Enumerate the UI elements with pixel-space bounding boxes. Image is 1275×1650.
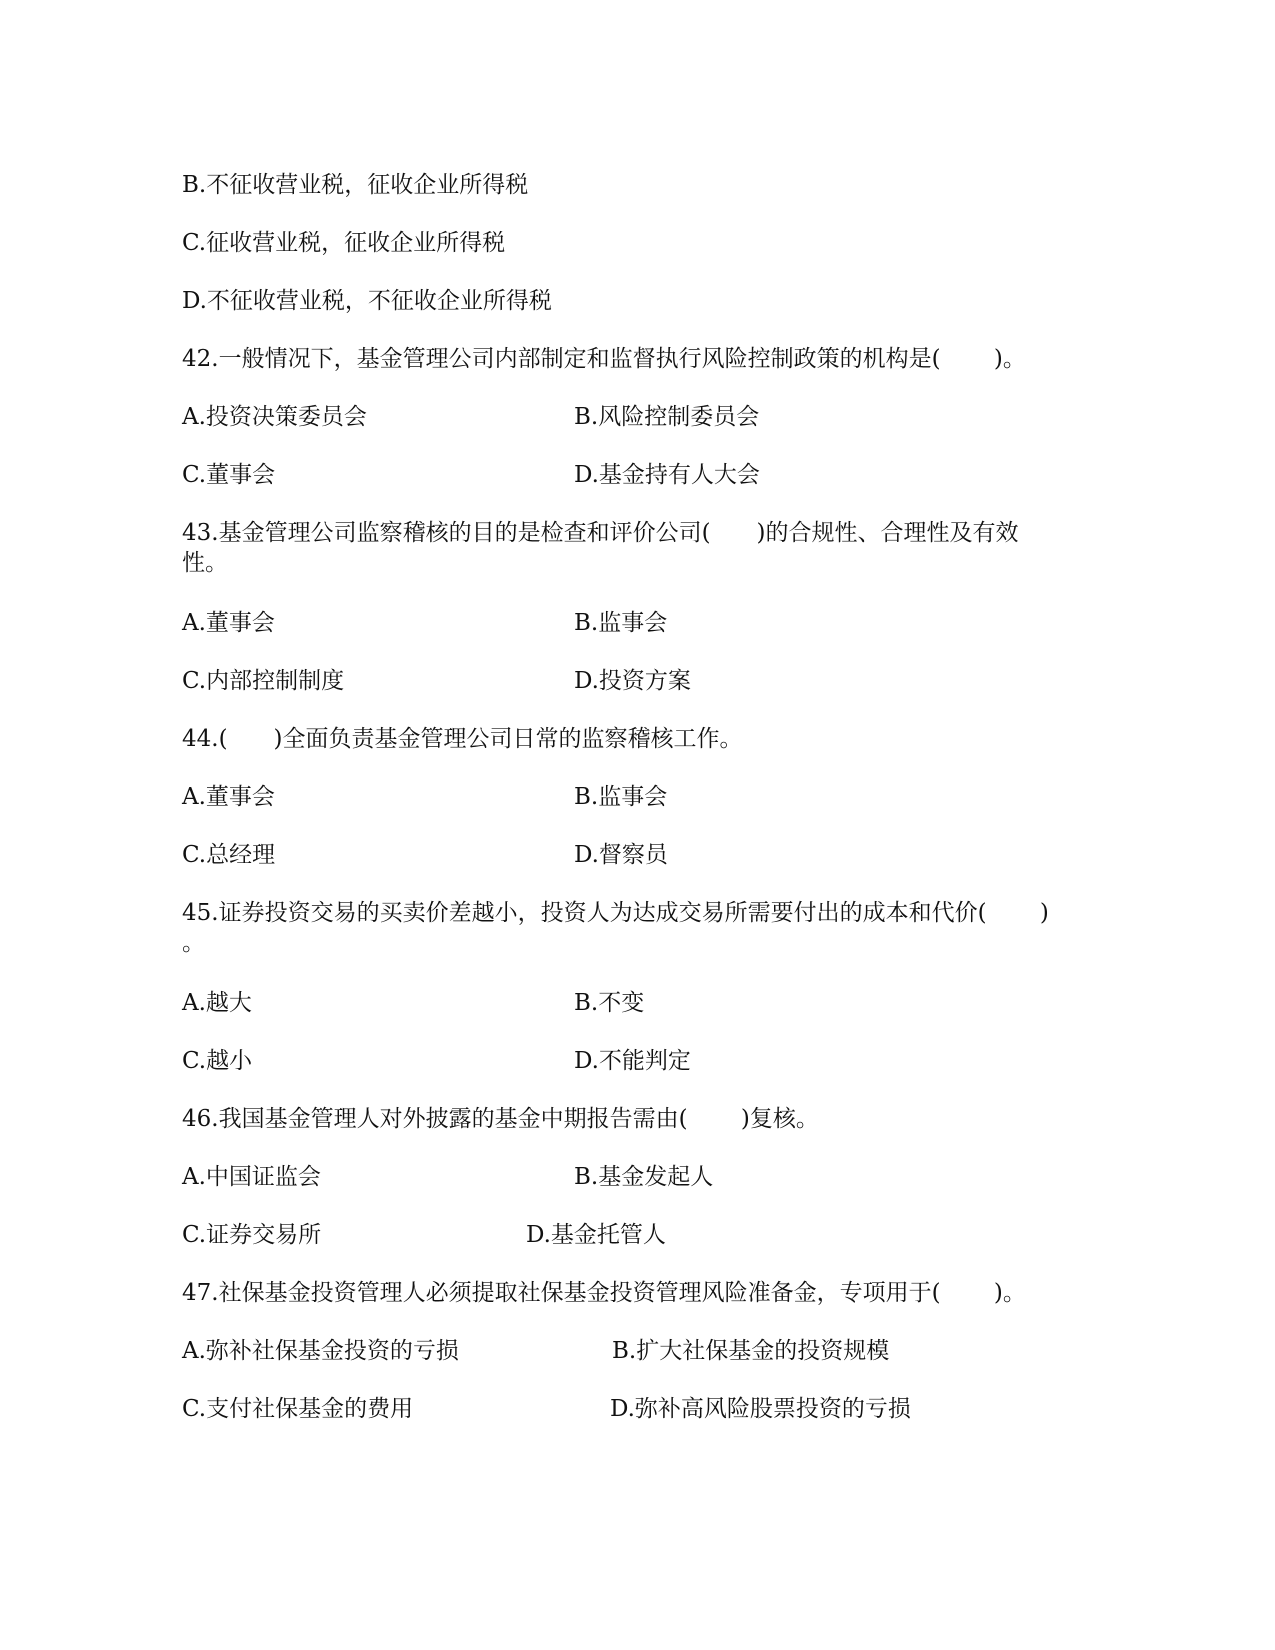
option-47-d: D.弥补高风险股票投资的亏损 <box>610 1396 911 1422</box>
option-44-a: A.董事会 <box>182 784 275 810</box>
option-45-d: D.不能判定 <box>574 1048 691 1074</box>
option-43-d: D.投资方案 <box>574 668 691 694</box>
option-45-b: B.不变 <box>574 990 645 1016</box>
option-42-c: C.董事会 <box>182 462 276 488</box>
option-42-a: A.投资决策委员会 <box>182 404 367 430</box>
option-42-d: D.基金持有人大会 <box>574 462 760 488</box>
option-41-b: B.不征收营业税，征收企业所得税 <box>182 172 529 198</box>
option-47-c: C.支付社保基金的费用 <box>182 1396 414 1422</box>
option-44-b: B.监事会 <box>574 784 668 810</box>
question-43: 43.基金管理公司监察稽核的目的是检查和评价公司( )的合规性、合理性及有效性。 <box>182 520 1019 576</box>
option-45-a: A.越大 <box>182 990 252 1016</box>
option-41-d: D.不征收营业税，不征收企业所得税 <box>182 288 552 314</box>
question-44: 44.( )全面负责基金管理公司日常的监察稽核工作。 <box>182 726 743 752</box>
option-47-a: A.弥补社保基金投资的亏损 <box>182 1338 459 1364</box>
option-46-c: C.证券交易所 <box>182 1222 322 1248</box>
option-47-b: B.扩大社保基金的投资规模 <box>612 1338 890 1364</box>
option-44-c: C.总经理 <box>182 842 276 868</box>
question-45-tail: 。 <box>182 930 205 956</box>
option-46-a: A.中国证监会 <box>182 1164 321 1190</box>
option-42-b: B.风险控制委员会 <box>574 404 760 430</box>
option-43-b: B.监事会 <box>574 610 668 636</box>
question-45: 45.证券投资交易的买卖价差越小，投资人为达成交易所需要付出的成本和代价( ) <box>182 900 1049 926</box>
question-42: 42.一般情况下，基金管理公司内部制定和监督执行风险控制政策的机构是( )。 <box>182 346 1026 372</box>
option-46-d: D.基金托管人 <box>526 1222 666 1248</box>
option-43-c: C.内部控制制度 <box>182 668 345 694</box>
question-46: 46.我国基金管理人对外披露的基金中期报告需由( )复核。 <box>182 1106 819 1132</box>
option-41-c: C.征收营业税，征收企业所得税 <box>182 230 506 256</box>
option-44-d: D.督察员 <box>574 842 668 868</box>
option-46-b: B.基金发起人 <box>574 1164 714 1190</box>
question-47: 47.社保基金投资管理人必须提取社保基金投资管理风险准备金，专项用于( )。 <box>182 1280 1026 1306</box>
option-43-a: A.董事会 <box>182 610 275 636</box>
option-45-c: C.越小 <box>182 1048 253 1074</box>
